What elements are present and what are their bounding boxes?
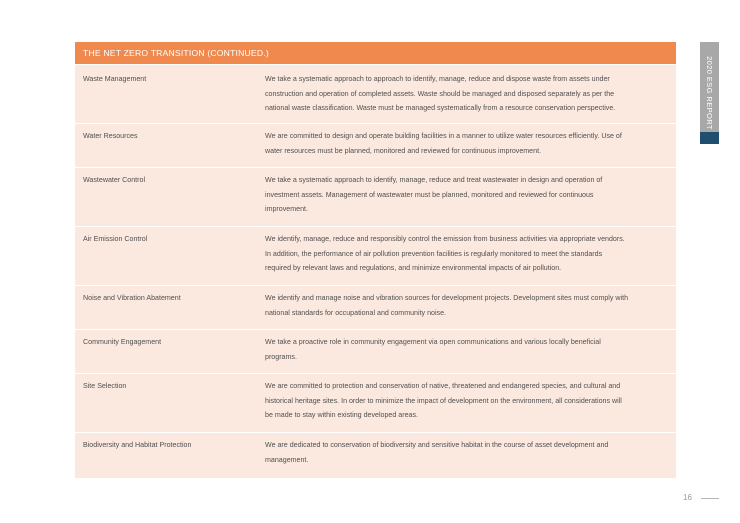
table-row [75, 64, 676, 123]
desc-line: water resources must be planned, monitored and reviewed for continuous improvement. [265, 146, 542, 155]
desc-line: We take a proactive role in community engagement via open communications and various locally beneficial [265, 338, 601, 346]
row-description [265, 129, 676, 167]
net-zero-table [75, 42, 676, 478]
desc-line: In addition, the performance of air pollution prevention facilities is regularly monitored to meet the standards [265, 249, 603, 258]
row-description [265, 379, 676, 432]
row-label: Waste Management [83, 75, 147, 83]
table-title: THE NET ZERO TRANSITION (CONTINUED.) [75, 42, 676, 64]
row-label: Wastewater Control [83, 176, 146, 184]
table-row [75, 285, 676, 329]
desc-line: We identify, manage, reduce and responsibly control the emission from business activities via appropriate vendors. [265, 235, 625, 243]
row-label: Site Selection [83, 382, 127, 390]
desc-line: We take a systematic approach to identify, manage, reduce and treat wastewater in design and operation of [265, 176, 603, 184]
row-label: Community Engagement [83, 338, 162, 346]
desc-line: management. [265, 455, 309, 464]
desc-line: national waste classification. Waste must be managed systematically from a resource conservation perspective. [265, 104, 616, 113]
row-label: Biodiversity and Habitat Protection [83, 441, 192, 449]
row-description [265, 232, 676, 285]
desc-line: required by relevant laws and regulations, and minimize environmental impacts of air pollution. [265, 264, 562, 273]
desc-line: improvement. [265, 205, 308, 214]
table-row [75, 329, 676, 373]
table-row [75, 432, 676, 478]
desc-line: be made to stay within existing developed areas. [265, 411, 419, 420]
desc-line: We are committed to design and operate building facilities in a manner to utilize water resources efficiently. Use of [265, 132, 622, 140]
row-description [265, 335, 676, 373]
row-description [265, 291, 676, 329]
page-number-rule [701, 498, 719, 499]
desc-line: national standards for occupational and community noise. [265, 308, 446, 317]
row-description [265, 72, 676, 123]
row-label: Air Emission Control [83, 235, 148, 243]
row-description [265, 438, 676, 478]
desc-line: We identify and manage noise and vibration sources for development projects. Development sites must comply with [265, 294, 629, 302]
desc-line: We are committed to protection and conservation of native, threatened and endangered species, and cultural and [265, 382, 621, 390]
desc-line: We take a systematic approach to approach to identify, manage, reduce and dispose waste from assets under [265, 75, 610, 83]
desc-line: construction and operation of completed assets. Waste should be managed and disposed separately as per the [265, 89, 615, 98]
side-tab-label: 2020 ESG REPORT [705, 56, 714, 130]
report-side-tab [700, 42, 719, 144]
row-label: Water Resources [83, 132, 138, 140]
desc-line: We are dedicated to conservation of biodiversity and sensitive habitat in the course of asset development and [265, 441, 609, 449]
row-label: Noise and Vibration Abatement [83, 294, 181, 302]
desc-line: historical heritage sites. In order to minimize the impact of development on the environment, all considerations will [265, 396, 622, 405]
table-row [75, 226, 676, 285]
desc-line: investment assets. Management of wastewater must be planned, monitored and reviewed for continuous [265, 190, 594, 199]
side-tab-accent [700, 132, 719, 144]
table-row [75, 373, 676, 432]
table-row [75, 123, 676, 167]
desc-line: programs. [265, 352, 297, 361]
row-description [265, 173, 676, 226]
table-row [75, 167, 676, 226]
page-number: 16 [683, 493, 692, 502]
